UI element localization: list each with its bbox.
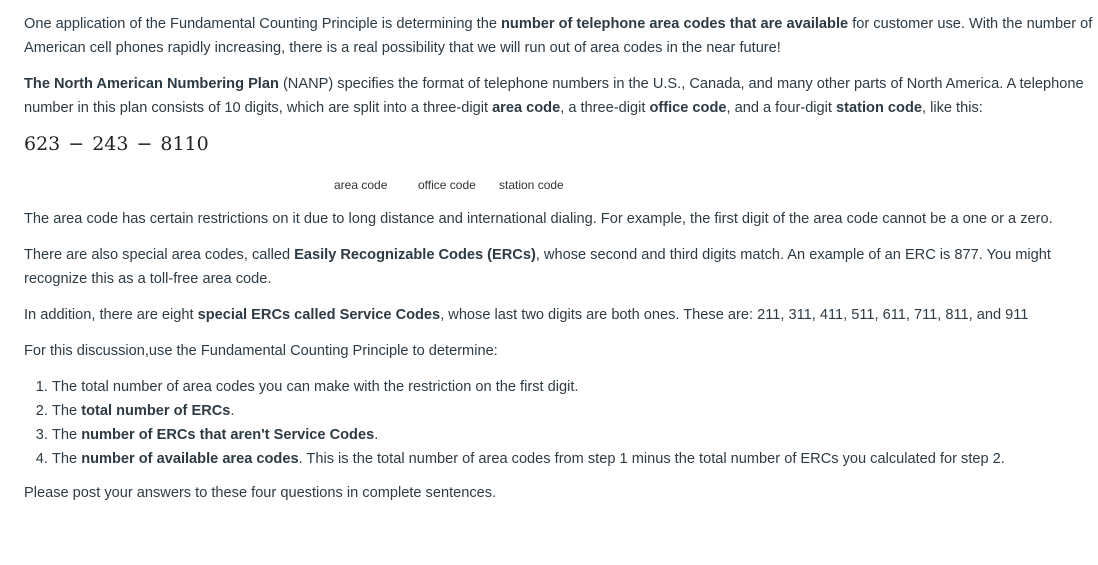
nanp-text-4: , like this:	[921, 100, 983, 116]
label-station-code: station code	[499, 178, 564, 192]
step-4-end: . This is the total number of area codes from step 1 minus the total number of ERCs you calculated for step 2.	[298, 451, 1005, 467]
example-labels	[24, 173, 1098, 201]
ercs-term: Easily Recognizable Codes (ERCs)	[294, 247, 536, 263]
nanp-paragraph	[24, 72, 1098, 120]
station-code-term: station code	[836, 100, 922, 116]
intro-text: One application of the Fundamental Counting Principle is determining the	[24, 16, 502, 32]
intro-text-end: for customer use. With the number of American cell phones rapidly increasing, there is a real possibility that we will run out of area codes in the near future!	[24, 16, 1093, 56]
step-4-emphasis: number of available area codes	[81, 451, 299, 467]
nanp-text: (NANP) specifies the format of telephone numbers in the U.S., Canada, and many other parts of North America. A telephone number in this plan consists of 10 digits, which are split into a three-digit	[24, 76, 1084, 116]
service-text-end: , whose last two digits are both ones. These are: 211, 311, 411, 511, 611, 711, 811, and 911	[440, 307, 1029, 323]
closing-paragraph: Please post your answers to these four questions in complete sentences.	[24, 485, 497, 501]
intro-paragraph	[24, 12, 1098, 60]
ercs-text: There are also special area codes, called	[24, 247, 295, 263]
nanp-text-2: , a three-digit	[560, 100, 650, 116]
list-item	[52, 423, 1098, 447]
service-codes-term: special ERCs called Service Codes	[197, 307, 441, 323]
step-3-text: The	[52, 427, 82, 443]
ercs-text-end: , whose second and third digits match. An example of an ERC is 877. You might recognize this as a toll-free area code.	[24, 247, 1051, 287]
restrictions-paragraph: The area code has certain restrictions on it due to long distance and international dialing. For example, the first digit of the area code cannot be a one or a zero.	[24, 211, 1053, 227]
label-office-code: office code	[418, 178, 476, 192]
service-text: In addition, there are eight	[24, 307, 198, 323]
step-3-end: .	[374, 427, 379, 443]
step-3-emphasis: number of ERCs that aren't Service Codes	[81, 427, 375, 443]
ercs-paragraph	[24, 243, 1098, 291]
example-office-code: 243	[92, 133, 129, 155]
service-codes-paragraph	[24, 303, 1098, 327]
discussion-paragraph: For this discussion,use the Fundamental Counting Principle to determine:	[24, 343, 498, 359]
intro-emphasis: number of telephone area codes that are available	[501, 16, 849, 32]
step-2-emphasis: total number of ERCs	[81, 403, 231, 419]
list-item	[52, 447, 1098, 471]
nanp-title: The North American Numbering Plan	[24, 76, 279, 92]
example-dash: −	[136, 133, 153, 155]
step-4-text: The	[52, 451, 82, 467]
phone-number-example	[24, 132, 1098, 156]
step-1-text: The total number of area codes you can make with the restriction on the first digit.	[52, 379, 579, 395]
office-code-term: office code	[649, 100, 727, 116]
list-item	[52, 375, 1098, 399]
steps-list	[24, 375, 1098, 471]
example-station-code: 8110	[160, 133, 209, 155]
step-2-end: .	[230, 403, 235, 419]
label-area-code: area code	[334, 178, 388, 192]
example-area-code: 623	[24, 133, 61, 155]
step-2-text: The	[52, 403, 82, 419]
list-item	[52, 399, 1098, 423]
example-dash: −	[68, 133, 85, 155]
nanp-text-3: , and a four-digit	[726, 100, 837, 116]
area-code-term: area code	[492, 100, 561, 116]
